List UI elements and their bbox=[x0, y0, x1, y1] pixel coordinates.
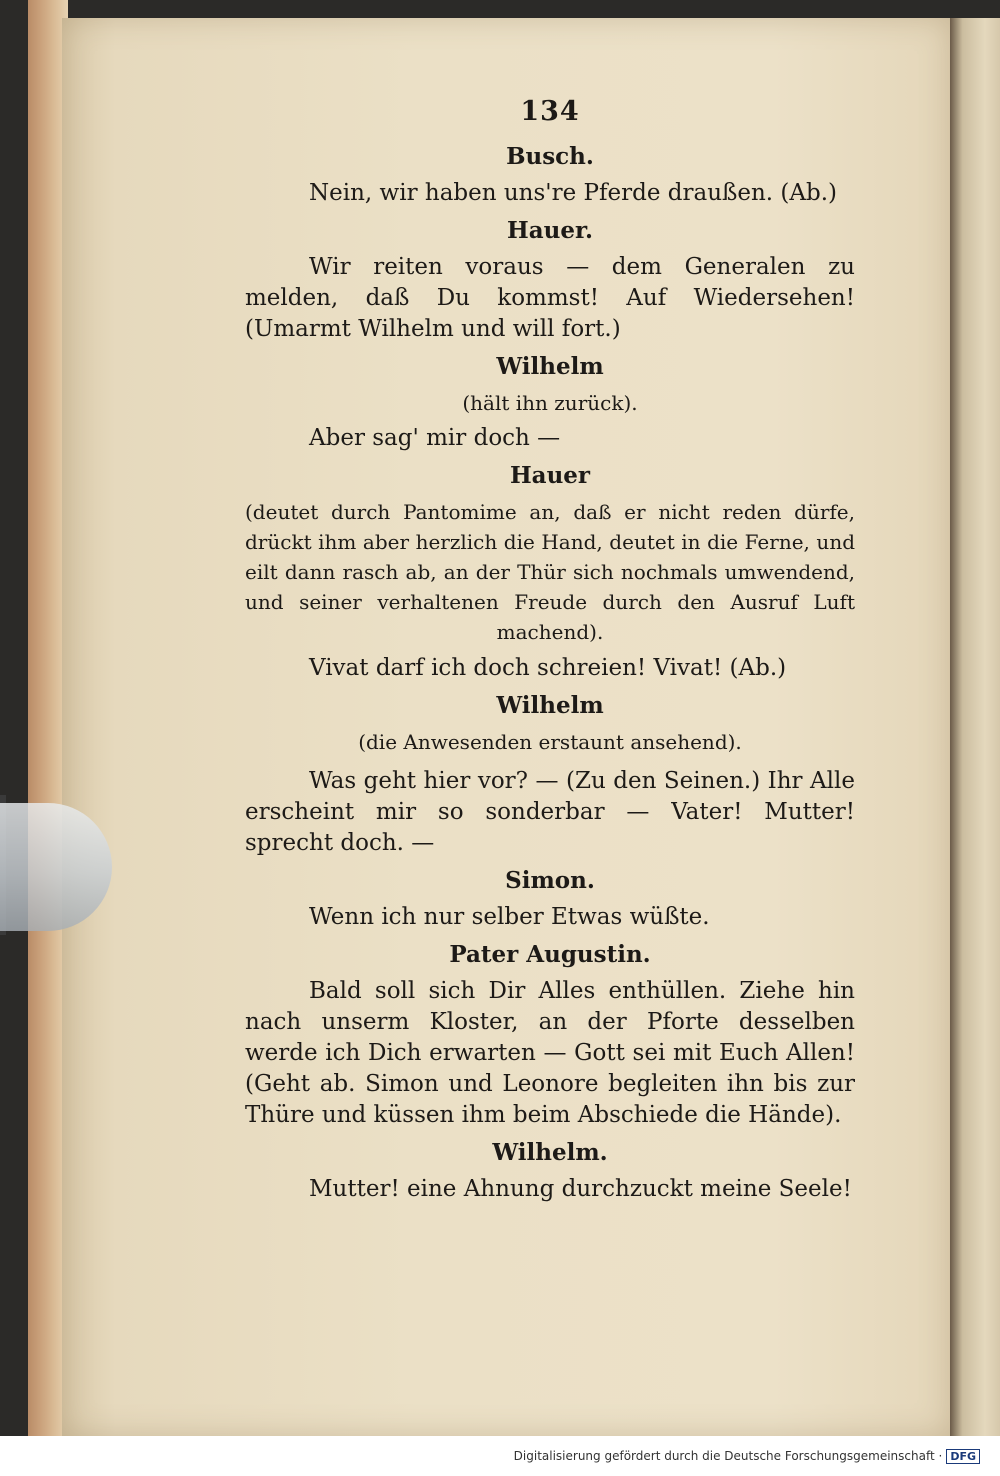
speaker-name: Wilhelm bbox=[496, 353, 604, 380]
speaker-name: Wilhelm bbox=[496, 692, 604, 719]
speaker-name: Hauer bbox=[509, 462, 591, 489]
stage-direction: (hält ihn zurück). bbox=[462, 391, 638, 415]
dialogue-line: Nein, wir haben uns're Pferde draußen. (Ab.) bbox=[309, 180, 838, 206]
dialogue-line: Aber sag' mir doch — bbox=[309, 425, 561, 451]
dialogue-line: Bald soll sich Dir Alles enthüllen. Ziehe hin nach unserm Kloster, an der Pforte desselben werde ich Dich erwarten — Gott sei mit Euch Allen! (Geht ab. Simon und Leonore begleiten ihn bis zur Thüre und küssen ihm beim Abschiede die Hände). bbox=[245, 978, 855, 1128]
speaker-name: Wilhelm. bbox=[492, 1139, 608, 1166]
speaker-name: Hauer. bbox=[506, 217, 593, 244]
dfg-logo: DFG bbox=[946, 1449, 980, 1464]
footer-bar bbox=[0, 1436, 1000, 1476]
stage-direction: (deutet durch Pantomime an, daß er nicht reden dürfe, drückt ihm aber herzlich die Hand, deutet in die Ferne, und eilt dann rasch ab, an der Thür sich nochmals umwendend, und seiner verhaltenen Freude durch den Ausruf Luft machend). bbox=[245, 500, 855, 644]
dialogue-line: Was geht hier vor? — (Zu den Seinen.) Ihr Alle erscheint mir so sonderbar — Vater! Mutter! sprecht doch. — bbox=[245, 768, 855, 856]
facing-page-edge bbox=[950, 18, 1000, 1436]
footer-credit bbox=[514, 1449, 980, 1464]
dialogue-line: Vivat darf ich doch schreien! Vivat! (Ab.) bbox=[309, 655, 787, 681]
footer-credit-text: Digitalisierung gefördert durch die Deutsche Forschungsgemeinschaft · bbox=[513, 1449, 943, 1463]
page-number: 134 bbox=[520, 96, 580, 127]
dialogue-line: Wir reiten voraus — dem Generalen zu melden, daß Du kommst! Auf Wiedersehen! (Umarmt Wilhelm und will fort.) bbox=[245, 254, 855, 342]
dialogue-line: Mutter! eine Ahnung durchzuckt meine Seele! bbox=[309, 1176, 852, 1202]
dialogue-line: Wenn ich nur selber Etwas wüßte. bbox=[309, 904, 710, 930]
stage-direction: (die Anwesenden erstaunt ansehend). bbox=[358, 730, 742, 754]
speaker-name: Simon. bbox=[505, 867, 595, 894]
speaker-name: Pater Augustin. bbox=[449, 941, 651, 968]
page-text bbox=[245, 96, 855, 1211]
speaker-name: Busch. bbox=[506, 143, 594, 170]
